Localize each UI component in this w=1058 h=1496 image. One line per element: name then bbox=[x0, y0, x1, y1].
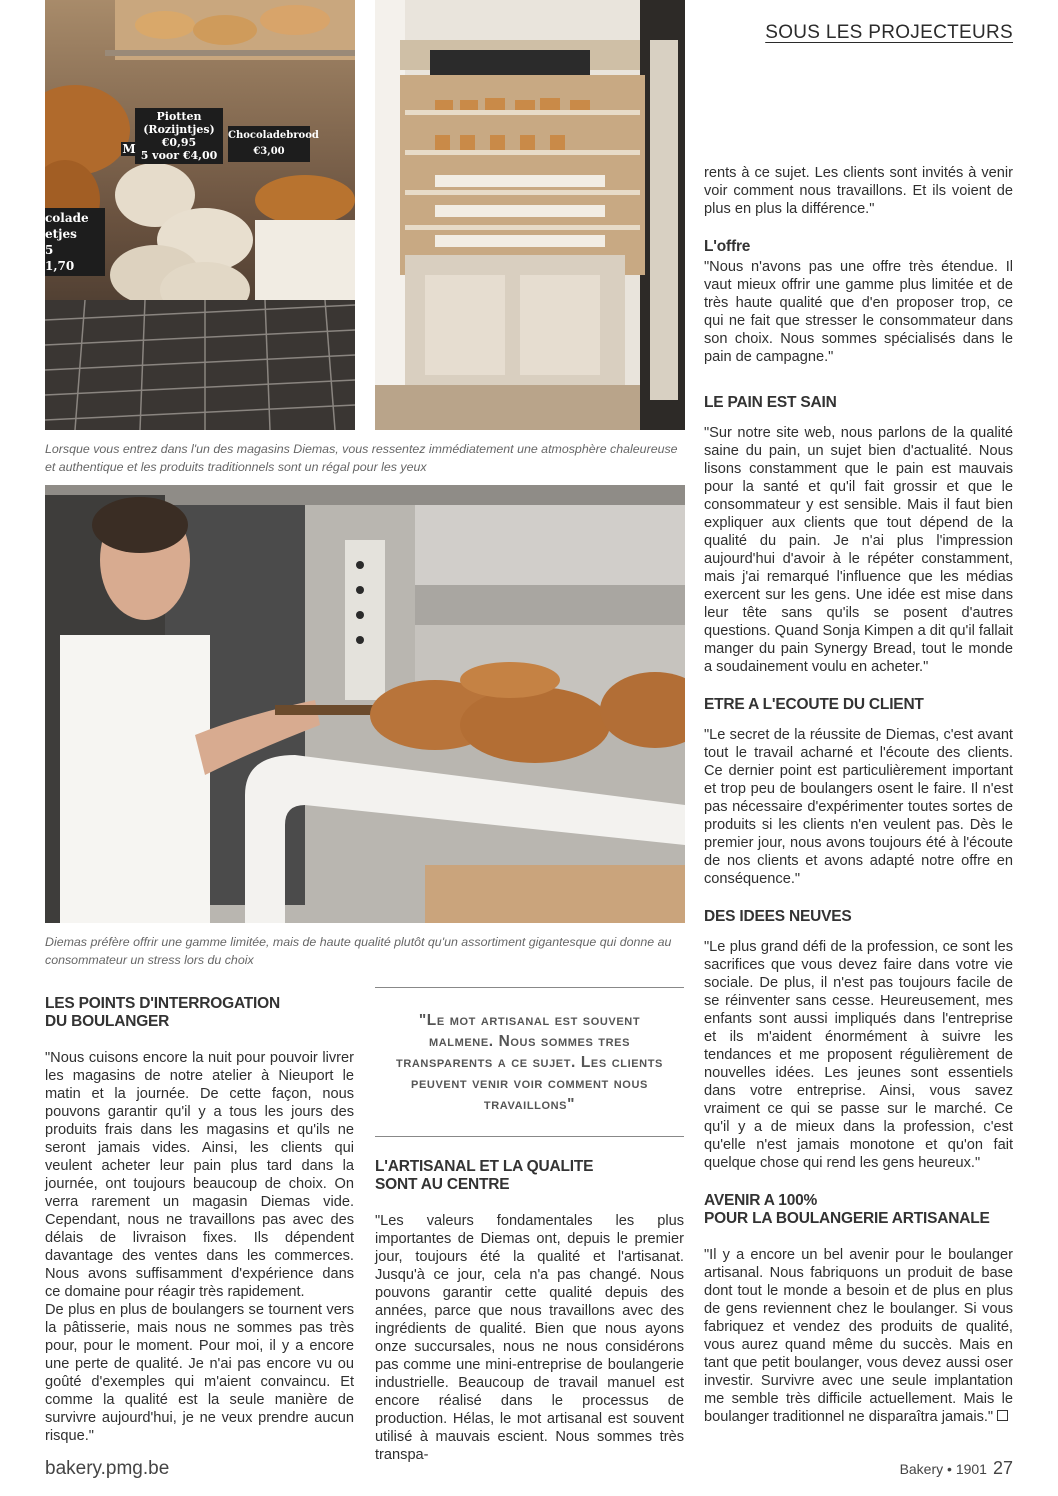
paragraph-idees-neuves: "Le plus grand défi de la profession, ce sont les sacrifices que vous devez faire dans votre vie sociale. De plus, il n'est pas toujours facile de se réinventer sans cesse. Heureusement, mes enfants sont aussi impliqués dans l'entreprise et ils m'aident énormément à suivre les tendances et me proposent régulièrement de nouvelles idées. Les jeunes sont essentiels dans votre entreprise. Ainsi, vous savez vraiment ce qui se passe sur le marché. Ce qu'il y a de mieux dans la profession, c'est qu'elle n'est jamais monotone et qu'on fait quelque chose qui rend les gens heureux." bbox=[704, 939, 1013, 1171]
heading-offre: L'offre bbox=[704, 238, 751, 255]
heading-pain-sain: LE PAIN EST SAIN bbox=[704, 394, 837, 411]
price-label-chocoladebrood: Chocoladebrood €3,00 bbox=[228, 126, 310, 162]
heading-ecoute-client: ETRE A L'ECOUTE DU CLIENT bbox=[704, 696, 924, 713]
pull-quote bbox=[375, 987, 684, 1137]
footer-pagination bbox=[900, 1458, 1013, 1479]
price-label-piotten: Piotten (Rozijntjes) €0,95 5 voor €4,00 bbox=[135, 108, 223, 164]
baker-oven-icon bbox=[45, 485, 685, 923]
heading-points-interrogation: LES POINTS D'INTERROGATION DU BOULANGER bbox=[45, 995, 281, 1030]
column-middle bbox=[375, 1158, 684, 1484]
paragraph-pain-sain: "Sur notre site web, nous parlons de la qualité saine du pain, un sujet bien d'actualité. Nous lisons constamment que le pain est mauvais pour la santé et qu'il fait grossir et que le consommateur y est sensible. Mais il faut bien expliquer aux clients que tout dépend de la qualité du pain. Je n'ai plus l'impression aujourd'hui d'avoir à le répéter constamment, mais j'ai remarqué l'influence que les médias exercent sur les gens. Une idée est mise dans leur tête sans qu'ils se posent d'autres questions. Quand Sonja Kimpen a dit qu'il fallait manger du pain Synergy Bread, tout le monde a soudainement voulu en acheter." bbox=[704, 425, 1013, 675]
price-label-m: M bbox=[122, 142, 136, 156]
section-tag: SOUS LES PROJECTEURS bbox=[765, 22, 1013, 43]
column-right bbox=[704, 164, 1013, 1446]
paragraph-continuation: rents à ce sujet. Les clients sont invités à venir voir comment nous travaillons. Et ils voient de plus en plus la différence." bbox=[704, 165, 1013, 217]
paragraph-livraison: "Nous cuisons encore la nuit pour pouvoir livrer les magasins de notre atelier à Nieuport le matin et la journée. De cette façon, nous pouvons garantir qu'il y a tous les jours des produits frais dans les magasins et qu'ils ne seront jamais vides. Ainsi, les clients qui veulent acheter leur pain plus tard dans la journée, ont toujours beaucoup de choix. On verra rarement un magasin Diemas vide. Cependant, nous ne travaillons pas avec des délais de livraison fixes. Ils dépendent davantage des ventes dans les commerces. Nous avons suffisamment d'expérience dans ce domaine pour réagir très rapidement. bbox=[45, 1050, 354, 1300]
end-of-article-icon bbox=[997, 1410, 1008, 1421]
paragraph-ecoute-client: "Le secret de la réussite de Diemas, c'est avant tout le travail acharné et l'écoute des clients. Ce dernier point est particulièrement important et trop peu de boulangers osent le faire. Il n'est pas nécessaire d'expérimenter toutes sortes de produits si les clients n'en veulent pas. Dès le premier jour, nous avons toujours été à l'écoute de nos clients et avons adapté notre offre en conséquence." bbox=[704, 727, 1013, 887]
pull-quote-text: "Le mot artisanal est souvent malmene. Nous sommes tres transparents a ce sujet. Les clients peuvent venir voir comment nous travaillons" bbox=[396, 1011, 663, 1113]
bread-rack-photo bbox=[45, 0, 355, 430]
footer-website: bakery.pmg.be bbox=[45, 1458, 170, 1479]
paragraph-valeurs: "Les valeurs fondamentales les plus importantes de Diemas ont, depuis le premier jour, toujours été la qualité et l'artisanat. Jusqu'à ce jour, cela n'a pas changé. Nous pouvons garantir cette qualité depuis des années, parce que nous travaillons avec des ingrédients de qualité. Bien que nous ayons onze succursales, nous ne nous considérons pas comme une mini-entreprise de boulangerie industrielle. Beaucoup de travail manuel est encore réalisé dans le processus de production. Hélas, le mot artisanal est souvent utilisé à mauvais escient. Nous sommes très transpa- bbox=[375, 1213, 684, 1463]
photo-caption-top: Lorsque vous entrez dans l'un des magasins Diemas, vous ressentez immédiatement une atmosphère chaleureuse et authentique et les produits traditionnels sont un régal pour les yeux bbox=[45, 442, 678, 474]
photo-caption-middle: Diemas préfère offrir une gamme limitée, mais de haute qualité plutôt qu'un assortiment gigantesque qui donne au consommateur un stress lors du choix bbox=[45, 935, 672, 967]
paragraph-patisserie: De plus en plus de boulangers se tournent vers la pâtisserie, mais nous ne sommes pas très pour, pour le moment. Pour moi, il y a encore une perte de qualité. Je n'ai pas encore vu ou goûté d'exemples qui m'aient convaincu. Et comme la qualité est la seule manière de survivre aujourd'hui, je ne veux prendre aucun risque." bbox=[45, 1302, 354, 1444]
price-label-left: colade etjes 5 1,70 bbox=[45, 208, 105, 276]
footer-magazine: Bakery • 1901 bbox=[899, 1461, 987, 1477]
paragraph-avenir: "Il y a encore un bel avenir pour le boulanger artisanal. Nous fabriquons un produit de base dont tout le monde a besoin et de plus en plus de gens reviennent chez le boulanger. Si vous fabriquez et vendez des produits de qualité, vous aurez quand même du succès. Mais en tant que petit boulanger, vous devez aussi oser investir. Survivre avec une seule implantation me semble très difficile actuellement. Mais le boulanger traditionnel ne disparaîtra jamais." bbox=[704, 1247, 1013, 1425]
baker-oven-photo bbox=[45, 485, 685, 923]
page-number: 27 bbox=[992, 1458, 1013, 1478]
bakery-shop-icon bbox=[375, 0, 685, 430]
heading-avenir: AVENIR A 100% POUR LA BOULANGERIE ARTISANALE bbox=[704, 1192, 990, 1227]
heading-idees-neuves: DES IDEES NEUVES bbox=[704, 908, 852, 925]
heading-artisanal-qualite: L'ARTISANAL ET LA QUALITE SONT AU CENTRE bbox=[375, 1158, 594, 1193]
shop-interior-photo bbox=[375, 0, 685, 430]
paragraph-offre: "Nous n'avons pas une offre très étendue. Il vaut mieux offrir une gamme plus limitée et de très haute qualité que d'en proposer trop, ce qui ne fait que stresser le consommateur dans son choix. Nous sommes spécialisés dans le pain de campagne." bbox=[704, 259, 1013, 365]
column-left bbox=[45, 995, 354, 1465]
